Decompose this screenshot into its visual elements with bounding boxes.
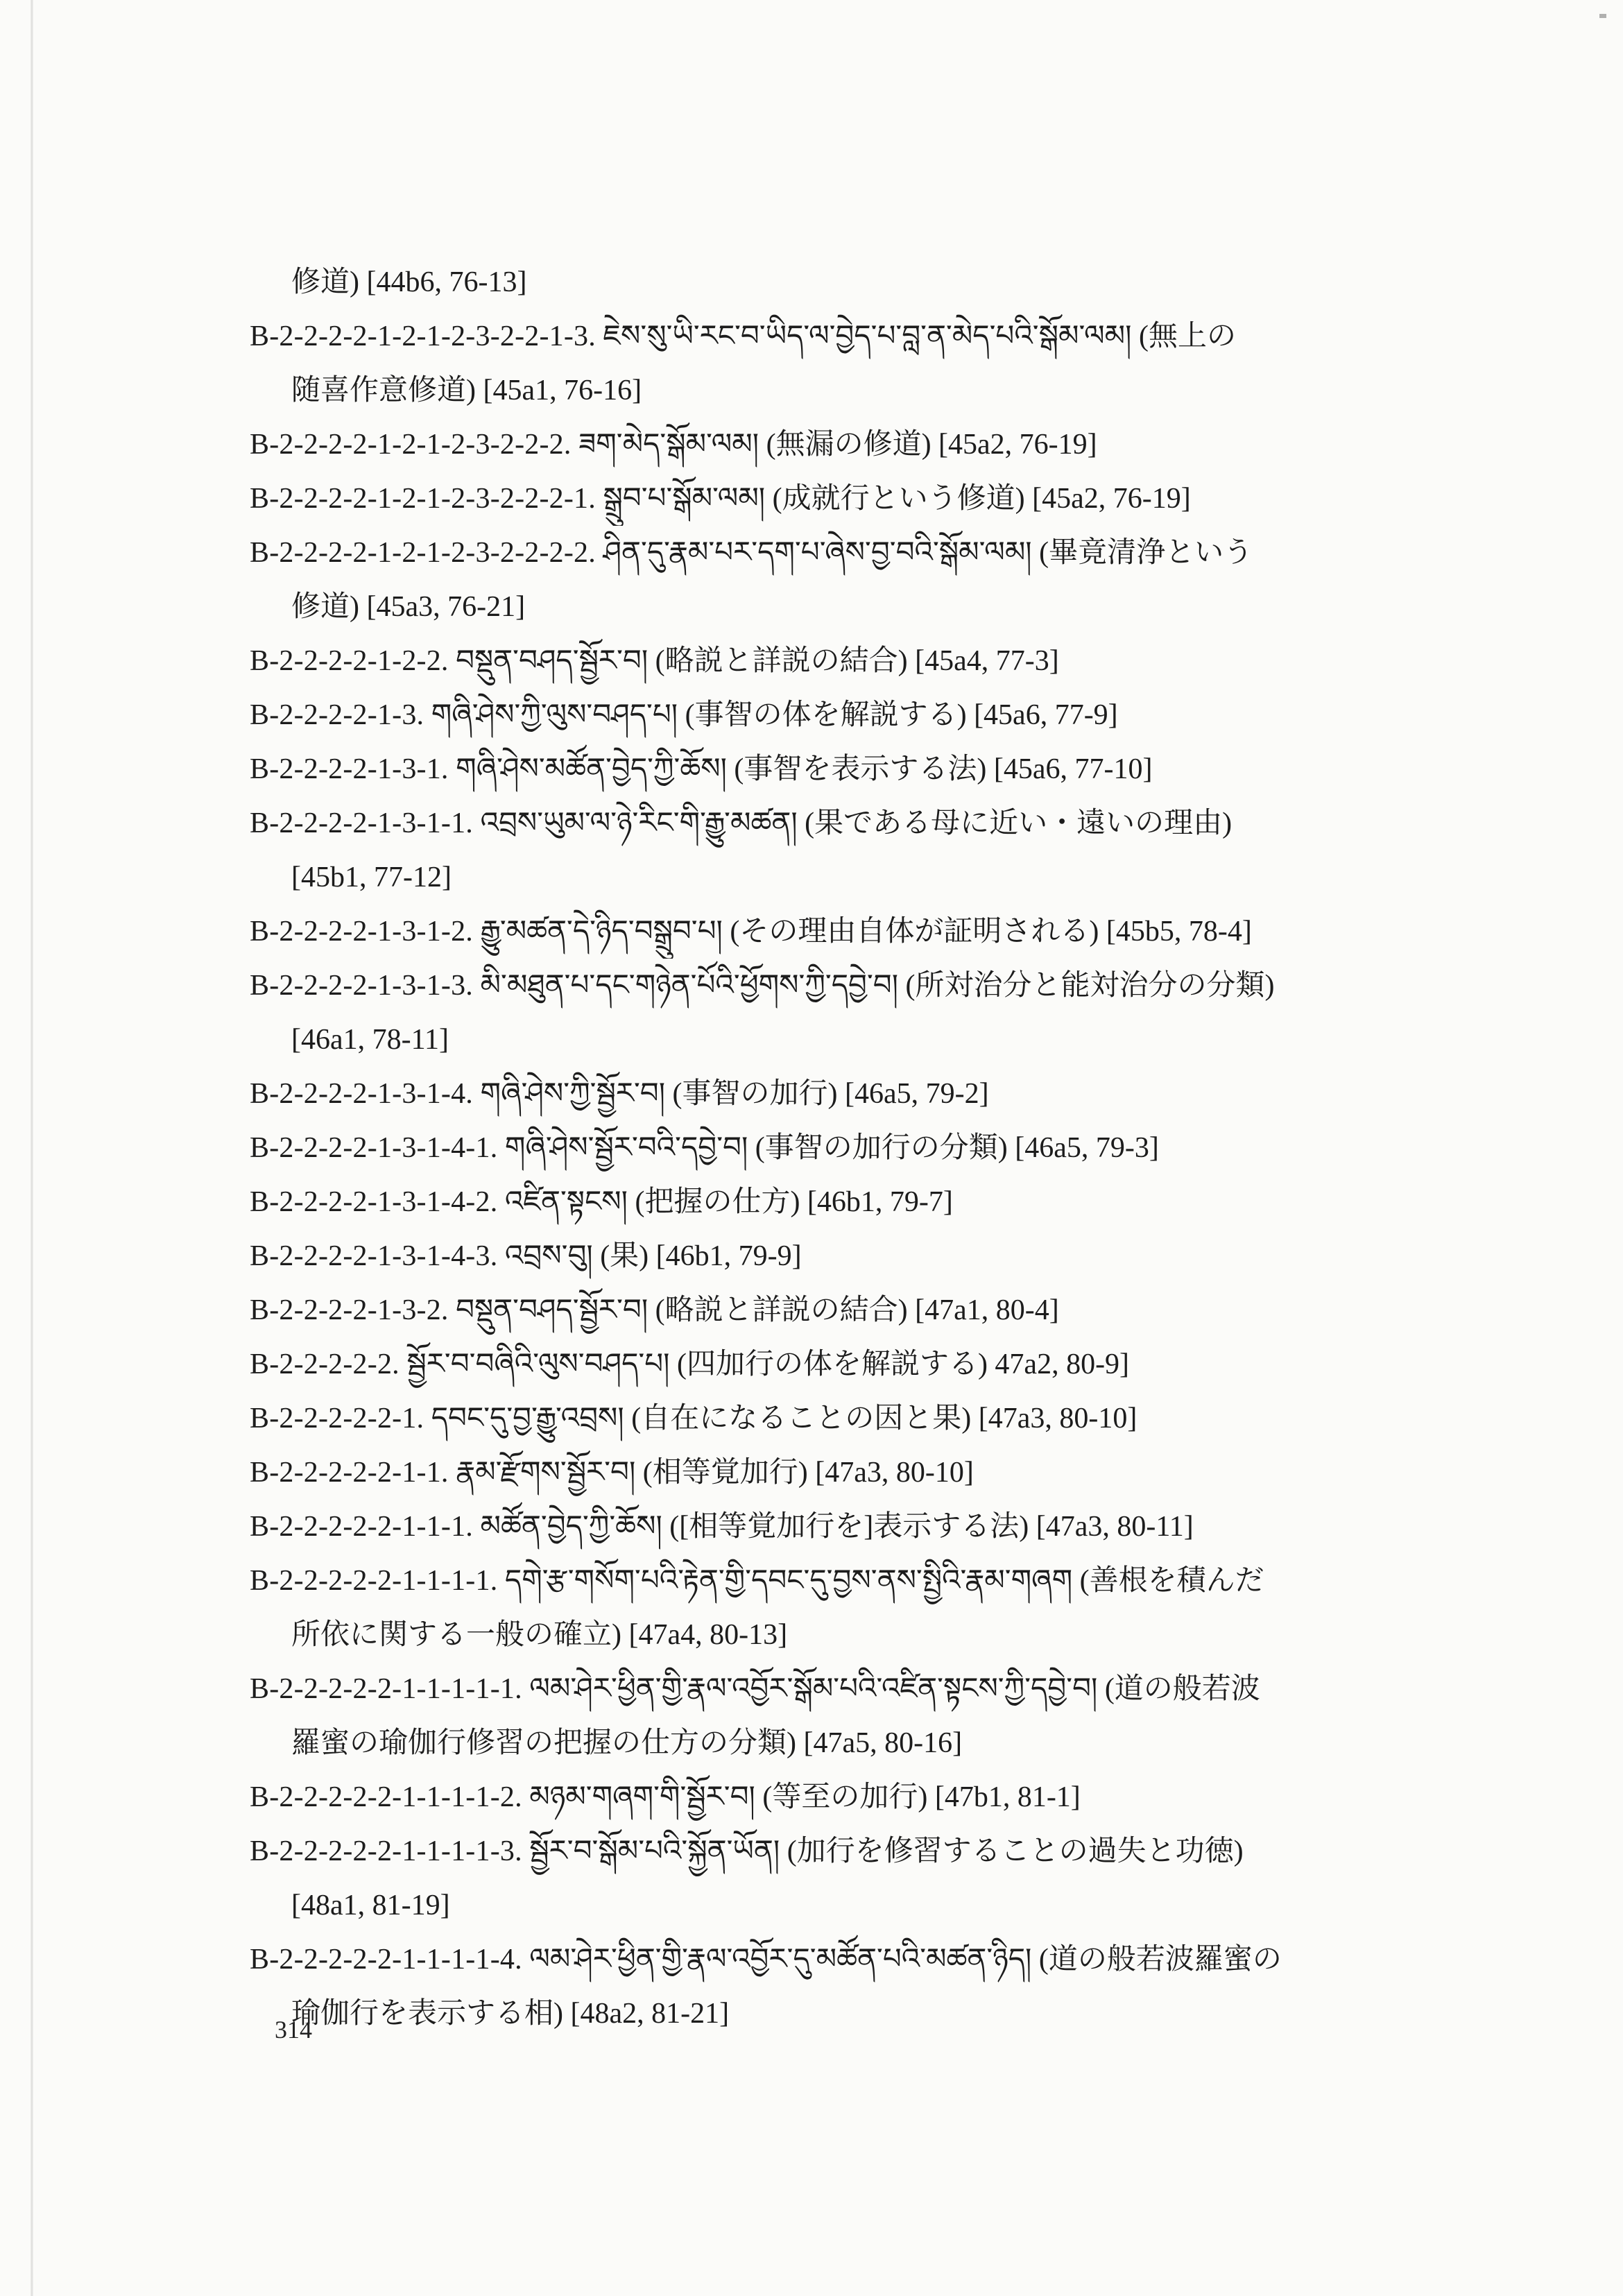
outline-heading-line — [250, 526, 1457, 580]
outline-heading-line — [250, 1175, 1457, 1229]
outline-continuation-line — [250, 1878, 1457, 1933]
outline-code: B-2-2-2-2-2-1-1. — [250, 1457, 449, 1489]
outline-heading-line — [250, 1229, 1457, 1283]
outline-heading-line — [250, 1554, 1457, 1608]
outline-text: གཞི་ཤེས་སྦྱོར་བའི་དབྱེ་བ། (事智の加行の分類) [46a5, 79-3] — [504, 1132, 1159, 1164]
outline-continuation-line — [250, 1716, 1457, 1770]
outline-text: མཉམ་གཞག་གི་སྦྱོར་བ། (等至の加行) [47b1, 81-1] — [529, 1781, 1081, 1813]
outline-text: རྒྱུ་མཚན་དེ་ཉིད་བསྒྲུབ་པ། (その理由自体が証明される) [45b5, 78-4] — [480, 916, 1252, 948]
outline-text: ལམ་ཤེར་ཕྱིན་གྱི་རྣལ་འབྱོར་སྒོམ་པའི་འཛིན་སྟངས་ཀྱི་དབྱེ་བ། (道の般若波 — [529, 1673, 1260, 1705]
outline-code: B-2-2-2-2-1-3. — [250, 699, 424, 731]
outline-heading-line — [250, 1662, 1457, 1716]
outline-text: མི་མཐུན་པ་དང་གཉེན་པོའི་ཕྱོགས་ཀྱི་དབྱེ་བ། (所対治分と能対治分の分類) — [480, 970, 1275, 1002]
outline-text: 所依に関する一般の確立) [47a4, 80-13] — [291, 1619, 788, 1651]
outline-text: གཞི་ཤེས་མཚོན་བྱེད་ཀྱི་ཆོས། (事智を表示する法) [45a6, 77-10] — [456, 753, 1153, 785]
outline-text: [48a1, 81-19] — [291, 1890, 450, 1921]
outline-text: དབང་དུ་བྱ་རྒྱུ་འབྲས། (自在になることの因と果) [47a3, 80-10] — [431, 1403, 1137, 1434]
outline-heading-line — [250, 1446, 1457, 1500]
outline-continuation-line — [250, 255, 1457, 309]
outline-heading-line — [250, 688, 1457, 742]
outline-text: ལམ་ཤེར་ཕྱིན་གྱི་རྣལ་འབྱོར་དུ་མཚོན་པའི་མཚན་ཉིད། (道の般若波羅蜜の — [529, 1944, 1282, 1976]
outline-continuation-line — [250, 580, 1457, 634]
outline-page — [250, 255, 1457, 2041]
outline-continuation-line — [250, 1013, 1457, 1067]
outline-text: [46a1, 78-11] — [291, 1024, 449, 1056]
outline-code: B-2-2-2-2-2-1-1-1. — [250, 1511, 474, 1543]
outline-heading-line — [250, 1283, 1457, 1337]
outline-heading-line — [250, 1067, 1457, 1121]
outline-code: B-2-2-2-2-2-1-1-1-1-1. — [250, 1673, 522, 1705]
outline-heading-line — [250, 1391, 1457, 1446]
outline-code: B-2-2-2-2-1-3-1-1. — [250, 807, 474, 839]
outline-continuation-line — [250, 850, 1457, 905]
outline-continuation-line — [250, 363, 1457, 418]
outline-heading-line — [250, 1824, 1457, 1878]
outline-text: སྦྱོར་བ་སྒོམ་པའི་སྐྱོན་ཡོན། (加行を修習することの過失と功徳) — [529, 1835, 1244, 1867]
outline-heading-line — [250, 418, 1457, 472]
page-number: 314 — [275, 2016, 312, 2044]
outline-code: B-2-2-2-2-1-2-1-2-3-2-2-1-3. — [250, 320, 596, 352]
outline-continuation-line — [250, 1608, 1457, 1662]
outline-text: ཟག་མེད་སྒོམ་ལམ། (無漏の修道) [45a2, 76-19] — [578, 429, 1097, 461]
outline-heading-line — [250, 309, 1457, 363]
outline-code: B-2-2-2-2-1-3-1-4-2. — [250, 1186, 498, 1218]
outline-code: B-2-2-2-2-2-1. — [250, 1403, 424, 1434]
outline-text: མཚོན་བྱེད་ཀྱི་ཆོས། ([相等覚加行を]表示する法) [47a3, 80-11] — [480, 1511, 1194, 1543]
outline-text: བསྡུན་བཤད་སྦྱོར་བ། (略説と詳説の結合) [45a4, 77-3] — [456, 645, 1059, 677]
outline-text: འབྲས་ཡུམ་ལ་ཉེ་རིང་གི་རྒྱུ་མཚན། (果である母に近い・遠いの理由) — [480, 807, 1233, 839]
outline-text: 修道) [45a3, 76-21] — [291, 591, 526, 623]
outline-text: བསྡུན་བཤད་སྦྱོར་བ། (略説と詳説の結合) [47a1, 80-4] — [456, 1294, 1059, 1326]
outline-continuation-line — [250, 1987, 1457, 2041]
outline-code: B-2-2-2-2-1-3-2. — [250, 1294, 449, 1326]
outline-heading-line — [250, 634, 1457, 688]
outline-heading-line — [250, 472, 1457, 526]
outline-text: སྦྱོར་བ་བཞིའི་ལུས་བཤད་པ། (四加行の体を解説する) 47a2, 80-9] — [406, 1348, 1130, 1380]
outline-code: B-2-2-2-2-1-3-1-4-1. — [250, 1132, 498, 1164]
outline-text: 羅蜜の瑜伽行修習の把握の仕方の分類) [47a5, 80-16] — [291, 1727, 963, 1759]
outline-text: [45b1, 77-12] — [291, 862, 452, 893]
outline-text: ཤིན་དུ་རྣམ་པར་དག་པ་ཞེས་བྱ་བའི་སྒོམ་ལམ། (畢竟清浄という — [603, 537, 1253, 569]
outline-code: B-2-2-2-2-2-1-1-1-1-3. — [250, 1835, 522, 1867]
outline-code: B-2-2-2-2-1-3-1-2. — [250, 916, 474, 948]
outline-code: B-2-2-2-2-1-3-1. — [250, 753, 449, 785]
outline-code: B-2-2-2-2-1-3-1-4. — [250, 1078, 474, 1110]
outline-text: འཛིན་སྟངས། (把握の仕方) [46b1, 79-7] — [504, 1186, 953, 1218]
outline-heading-line — [250, 1770, 1457, 1824]
outline-code: B-2-2-2-2-2-1-1-1-1. — [250, 1565, 498, 1597]
outline-code: B-2-2-2-2-1-2-1-2-3-2-2-2-2. — [250, 537, 596, 569]
outline-text: གཞི་ཤེས་ཀྱི་ལུས་བཤད་པ། (事智の体を解説する) [45a6, 77-9] — [431, 699, 1118, 731]
outline-code: B-2-2-2-2-1-3-1-4-3. — [250, 1240, 498, 1272]
outline-text: 修道) [44b6, 76-13] — [291, 266, 527, 298]
outline-code: B-2-2-2-2-2. — [250, 1348, 400, 1380]
outline-code: B-2-2-2-2-1-3-1-3. — [250, 970, 474, 1002]
outline-code: B-2-2-2-2-1-2-1-2-3-2-2-2. — [250, 429, 572, 461]
outline-heading-line — [250, 1933, 1457, 1987]
outline-text: ཇེས་སུ་ཡི་རང་བ་ཡིད་ལ་བྱེད་པ་བླ་ན་མེད་པའི་སྒོམ་ལམ། (無上の — [603, 320, 1236, 352]
outline-heading-line — [250, 959, 1457, 1013]
outline-text: སྒྲུབ་པ་སྒོམ་ལམ། (成就行という修道) [45a2, 76-19] — [603, 483, 1191, 515]
outline-heading-line — [250, 796, 1457, 850]
outline-code: B-2-2-2-2-2-1-1-1-1-4. — [250, 1944, 522, 1976]
outline-code: B-2-2-2-2-1-2-2. — [250, 645, 449, 677]
outline-code: B-2-2-2-2-1-2-1-2-3-2-2-2-1. — [250, 483, 596, 515]
outline-heading-line — [250, 742, 1457, 796]
outline-code: B-2-2-2-2-2-1-1-1-1-2. — [250, 1781, 522, 1813]
scan-binding-edge — [31, 0, 33, 2296]
outline-heading-line — [250, 1121, 1457, 1175]
outline-text: རྣམ་རྫོགས་སྦྱོར་བ། (相等覚加行) [47a3, 80-10] — [456, 1457, 974, 1489]
outline-text: འབྲས་བུ། (果) [46b1, 79-9] — [504, 1240, 802, 1272]
outline-text: 瑜伽行を表示する相) [48a2, 81-21] — [291, 1998, 730, 2030]
scan-mark — [1599, 14, 1606, 18]
outline-heading-line — [250, 1500, 1457, 1554]
outline-heading-line — [250, 1337, 1457, 1391]
outline-heading-line — [250, 905, 1457, 959]
outline-text: གཞི་ཤེས་ཀྱི་སྦྱོར་བ། (事智の加行) [46a5, 79-2] — [480, 1078, 989, 1110]
outline-text: དགེ་རྩ་གསོག་པའི་རྟེན་གྱི་དབང་དུ་བྱས་ནས་སྤྱིའི་རྣམ་གཞག (善根を積んだ — [504, 1565, 1264, 1597]
outline-text: 随喜作意修道) [45a1, 76-16] — [291, 375, 642, 406]
